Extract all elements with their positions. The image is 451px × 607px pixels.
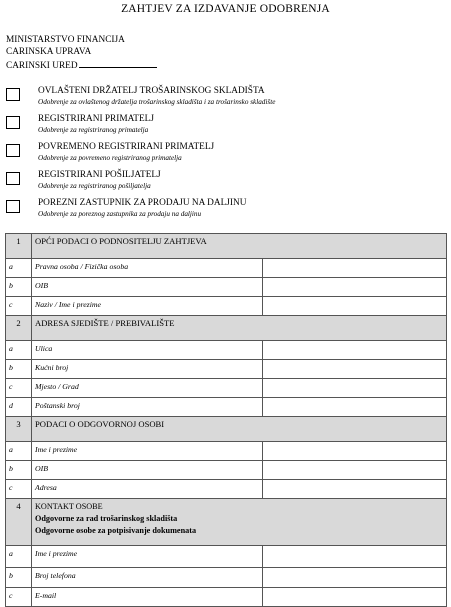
section-title: OPĆI PODACI O PODNOSITELJU ZAHTJEVA — [32, 234, 447, 259]
row-value-cell[interactable] — [263, 398, 447, 417]
row-field-label: Ime i prezime — [32, 546, 263, 568]
row-field-label: Mjesto / Grad — [32, 379, 263, 398]
row-field-label: Pravna osoba / Fizička osoba — [32, 259, 263, 278]
option-description: Odobrenje za registriranog pošiljatelja — [38, 182, 151, 190]
table-row — [6, 546, 447, 568]
checkbox[interactable] — [6, 172, 20, 185]
option-authorised-warehousekeeper[interactable] — [6, 86, 446, 114]
table-row — [6, 297, 447, 316]
row-field-label: Naziv / Ime i prezime — [32, 297, 263, 316]
row-letter: a — [6, 442, 32, 461]
row-value-cell[interactable] — [263, 278, 447, 297]
row-value-cell[interactable] — [263, 461, 447, 480]
section-subtitle: Odgovorne za rad trošarinskog skladišta — [35, 514, 178, 523]
section-number: 2 — [6, 316, 32, 341]
table-row — [6, 341, 447, 360]
option-label: OVLAŠTENI DRŽATELJ TROŠARINSKOG SKLADIŠTA — [38, 86, 265, 96]
row-field-label: OIB — [32, 278, 263, 297]
row-value-cell[interactable] — [263, 588, 447, 607]
option-registered-consignee[interactable] — [6, 114, 446, 142]
row-field-label: Broj telefona — [32, 568, 263, 588]
row-field-label: Ulica — [32, 341, 263, 360]
authority-block — [6, 35, 157, 73]
section-header — [6, 234, 447, 259]
option-tax-representative[interactable] — [6, 198, 446, 226]
section-title: ADRESA SJEDIŠTE / PREBIVALIŠTE — [32, 316, 447, 341]
option-description: Odobrenje za povremeno registriranog primatelja — [38, 154, 182, 162]
row-letter: c — [6, 379, 32, 398]
row-letter: d — [6, 398, 32, 417]
row-letter: b — [6, 461, 32, 480]
table-row — [6, 398, 447, 417]
table-row — [6, 442, 447, 461]
table-row — [6, 360, 447, 379]
section-header — [6, 316, 447, 341]
table-row — [6, 588, 447, 607]
option-label: POVREMENO REGISTRIRANI PRIMATELJ — [38, 142, 215, 152]
row-field-label: Kućni broj — [32, 360, 263, 379]
table-row — [6, 568, 447, 588]
row-letter: c — [6, 297, 32, 316]
table-row — [6, 480, 447, 499]
row-value-cell[interactable] — [263, 568, 447, 588]
row-value-cell[interactable] — [263, 442, 447, 461]
section-title: KONTAKT OSOBE — [35, 502, 103, 511]
office-fill-line[interactable] — [79, 58, 157, 68]
section-title: PODACI O ODGOVORNOJ OSOBI — [32, 417, 447, 442]
section-number: 4 — [6, 499, 32, 546]
row-value-cell[interactable] — [263, 297, 447, 316]
table-row — [6, 461, 447, 480]
section-header — [6, 417, 447, 442]
section-number: 1 — [6, 234, 32, 259]
row-value-cell[interactable] — [263, 480, 447, 499]
table-row — [6, 278, 447, 297]
row-letter: b — [6, 278, 32, 297]
section-number: 3 — [6, 417, 32, 442]
row-field-label: Poštanski broj — [32, 398, 263, 417]
checkbox[interactable] — [6, 144, 20, 157]
authority-office-label: CARINSKI URED — [6, 61, 78, 71]
row-value-cell[interactable] — [263, 546, 447, 568]
table-row — [6, 259, 447, 278]
checkbox[interactable] — [6, 88, 20, 101]
table-row — [6, 379, 447, 398]
option-description: Odobrenje za registriranog primatelja — [38, 126, 149, 134]
checkbox[interactable] — [6, 116, 20, 129]
row-value-cell[interactable] — [263, 259, 447, 278]
document-title: ZAHTJEV ZA IZDAVANJE ODOBRENJA — [121, 3, 330, 15]
section-title-block — [32, 499, 447, 546]
row-value-cell[interactable] — [263, 379, 447, 398]
option-temporary-registered-consignee[interactable] — [6, 142, 446, 170]
section-subtitle: Odgovorne osobe za potpisivanje dokumenata — [35, 526, 197, 535]
section-header — [6, 499, 447, 546]
application-type-options — [6, 86, 446, 226]
row-letter: a — [6, 259, 32, 278]
option-label: REGISTRIRANI POŠILJATELJ — [38, 170, 161, 180]
authority-office — [6, 58, 157, 73]
row-field-label: E-mail — [32, 588, 263, 607]
row-field-label: Adresa — [32, 480, 263, 499]
application-form-table — [5, 233, 447, 607]
row-value-cell[interactable] — [263, 360, 447, 379]
authority-customs: CARINSKA UPRAVA — [6, 46, 92, 57]
row-letter: b — [6, 568, 32, 588]
option-registered-consignor[interactable] — [6, 170, 446, 198]
row-letter: c — [6, 588, 32, 607]
row-letter: a — [6, 546, 32, 568]
checkbox[interactable] — [6, 200, 20, 213]
authority-ministry: MINISTARSTVO FINANCIJA — [6, 35, 125, 45]
option-description: Odobrenje za poreznog zastupnika za prodaju na daljinu — [38, 210, 202, 218]
option-label: POREZNI ZASTUPNIK ZA PRODAJU NA DALJINU — [38, 198, 247, 208]
row-field-label: Ime i prezime — [32, 442, 263, 461]
option-description: Odobrenje za ovlaštenog držatelja trošarinskog skladišta i za trošarinsko skladište — [38, 98, 276, 106]
row-letter: c — [6, 480, 32, 499]
option-label: REGISTRIRANI PRIMATELJ — [38, 114, 154, 124]
row-letter: b — [6, 360, 32, 379]
row-field-label: OIB — [32, 461, 263, 480]
row-letter: a — [6, 341, 32, 360]
row-value-cell[interactable] — [263, 341, 447, 360]
